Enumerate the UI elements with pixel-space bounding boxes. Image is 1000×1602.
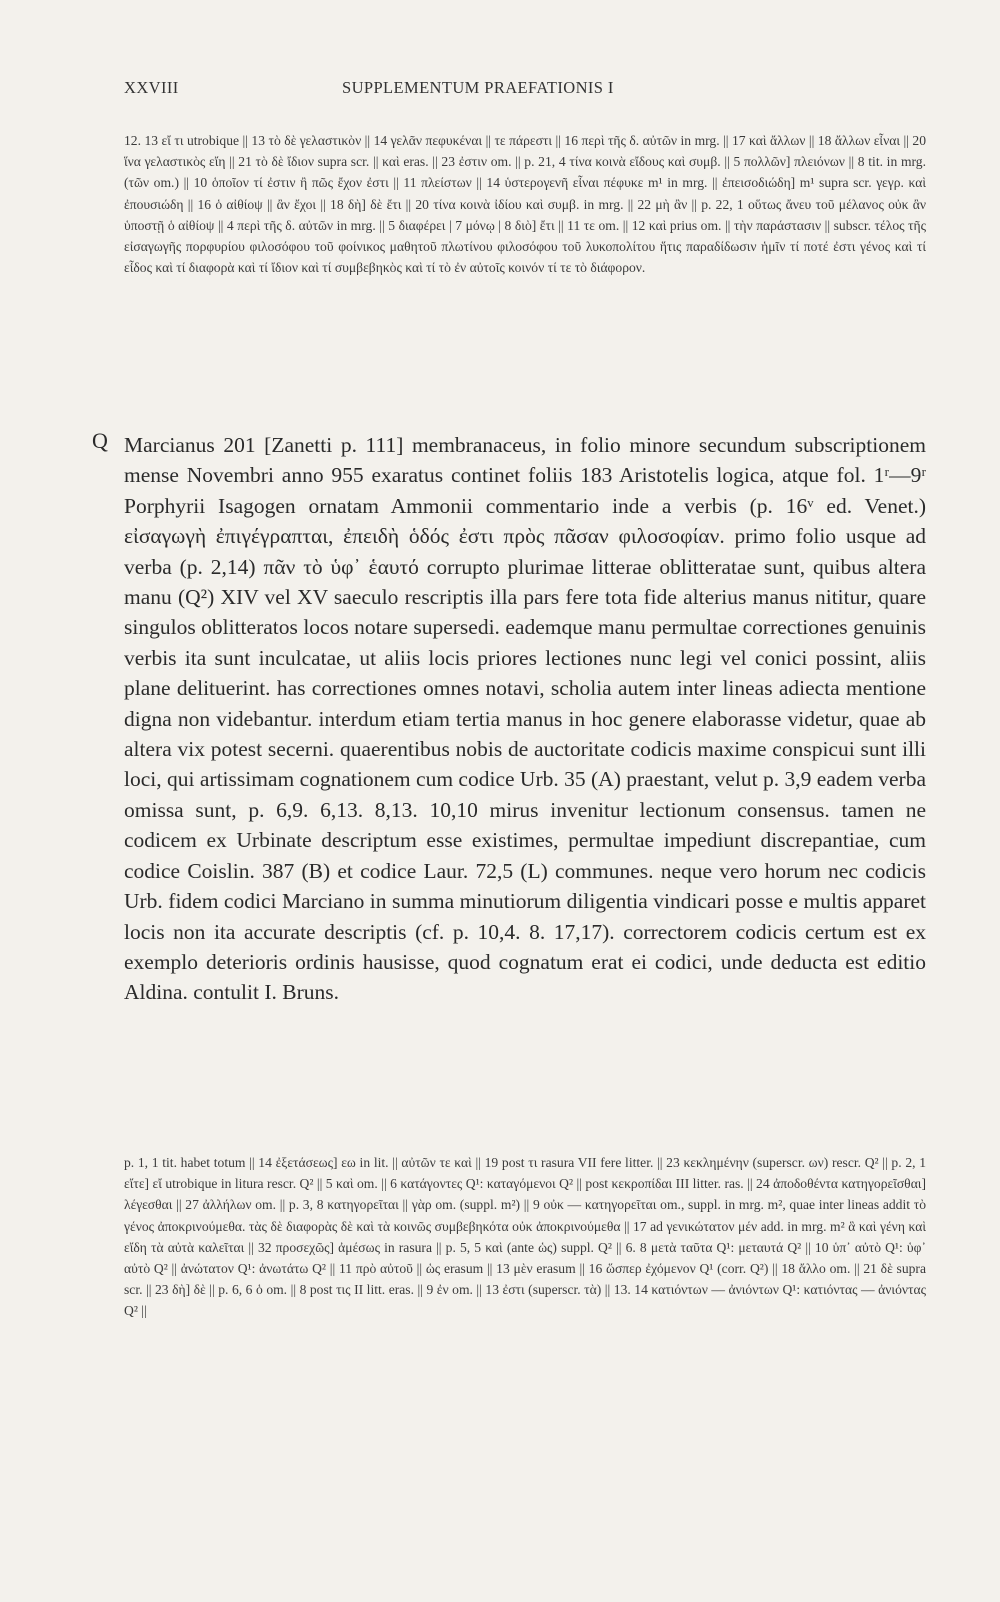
main-paragraph: Marcianus 201 [Zanetti p. 111] membranaceus, in folio minore secundum subscriptionem mense Novembri anno 955 exaratus continet foliis 183 Aristotelis logica, atque fol. 1ʳ—9ʳ Porphyrii Isagogen ornatam Ammonii commentario inde a verbis (p. 16ᵛ ed. Venet.) εἰσαγωγὴ ἐπιγέγραπται, ἐπειδὴ ὁδός ἐστι πρὸς πᾶσαν φιλοσοφίαν. primo folio usque ad verba (p. 2,14) πᾶν τὸ ὑφ᾽ ἑαυτό corrupto plurimae litterae oblitteratae sunt, quibus altera manu (Q²) XIV vel XV saeculo rescriptis illa pars fere tota fide alterius manus nititur, quare singulos oblitteratos locos notare supersedi. eademque manu permultae correctiones genuinis verbis ita sunt inculcatae, ut aliis locis priores lectiones nunc legi vel conici possint, aliis plane delituerint. has correctiones omnes notavi, scholia autem inter lineas adiecta mentione digna non videbantur. interdum etiam tertia manus in hoc genere elaborasse videtur, quae ab altera vix potest secerni. quaerentibus nobis de auctoritate codicis maxime conspicui sunt illi loci, qui artissimam cognationem cum codice Urb. 35 (A) praestant, velut p. 3,9 eadem verba omissa sunt, p. 6,9. 6,13. 8,13. 10,10 mirus invenitur lectionum consensus. tamen ne codicem ex Urbinate descriptum esse existimes, permultae impediunt discrepantiae, cum codice Coislin. 387 (B) et codice Laur. 72,5 (L) communes. neque vero horum nec codicis Urb. fidem codici Marciano in summa minutiorum diligentia vindicari posse e multis apparet locis non ita accurate descriptis (cf. p. 10,4. 8. 17,17). correctorem codicis certum est ex exemplo deterioris ordinis hausisse, quod cognatum erat ei codici, unde deducta est editio Aldina. contulit I. Bruns. (124, 433, 926, 1005)
manuscript-siglum: Q (92, 428, 108, 453)
apparatus-bottom (124, 1152, 926, 1322)
running-head: SUPPLEMENTUM PRAEFATIONIS I (342, 78, 614, 97)
page-number: XXVIII (124, 78, 179, 97)
apparatus-bottom-text: p. 1, 1 tit. habet totum || 14 ἐξετάσεως] εω in lit. || αὐτῶν τε καὶ || 19 post τι rasura VII fere litter. || 23 κεκλημένην (superscr. ων) rescr. Q² || p. 2, 1 εἴτε] εἴ utrobique in litura rescr. Q² || 5 καὶ om. || 6 κατάγοντες Q¹: καταγόμενοι Q² || post κεκροπίδαι III litter. ras. || 24 ἀποδοθέντα κατηγορεῖσθαι] λέγεσθαι || 27 ἀλλήλων om. || p. 3, 8 κατηγορεῖται || γὰρ om. (suppl. m²) || 9 οὐκ — κατηγορεῖται om., suppl. in mrg. m², quae inter lineas addit τὸ γένος ἀποκρινούμεθα. τὰς δὲ διαφορὰς δὲ καὶ τὰ κοινῶς συμβεβηκότα οὐκ ἀποκρινούμεθα || 17 ad γενικώτατον μέν add. in mrg. m² ἃ καὶ γένη καὶ εἴδη τὰ αὐτὰ καλεῖται || 32 προσεχῶς] ἀμέσως in rasura || p. 5, 5 καὶ (ante ὡς) suppl. Q² || 6. 8 μετὰ ταῦτα Q¹: μεταυτά Q² || 10 ὑπ᾽ αὐτὸ Q¹: ὑφ᾽ αὐτὸ Q² || ἀνώτατον Q¹: ἀνωτάτω Q² || 11 πρὸ αὐτοῦ || ὡς erasum || 13 μὲν erasum || 16 ὥσπερ ἐχόμενον Q¹ (corr. Q²) || 18 ἄλλο om. || 21 δὲ supra scr. || 23 δὴ] δὲ || p. 6, 6 ὁ om. || 8 post τις II litt. eras. || 9 ἐν om. || 13 ἐστι (superscr. τὰ) || 13. 14 κατιόντων — ἀνιόντων Q¹: κατιόντας — ἀνιόντας Q² || (124, 1155, 926, 1319)
main-text-block (124, 430, 926, 1008)
apparatus-top (124, 130, 926, 278)
page-header (124, 78, 926, 102)
apparatus-top-text: 12. 13 εἴ τι utrobique || 13 τὸ δὲ γελαστικὸν || 14 γελᾶν πεφυκέναι || τε πάρεστι || 16 περὶ τῆς δ. αὐτῶν in mrg. || 17 καὶ ἄλλων || 18 ἄλλων εἶναι || 20 ἵνα γελαστικὸς εἴη || 21 τὸ δὲ ἴδιον supra scr. || καὶ eras. || 23 ἐστιν om. || p. 21, 4 τίνα κοινὰ εἴδους καὶ συμβ. || 5 πολλῶν] πλειόνων || 8 tit. in mrg. (τῶν om.) || 10 ὁποῖον τί ἐστιν ἢ πῶς ἔχον ἐστι || 11 πλείστων || 14 ὑστερογενῆ εἶναι πέφυκε m¹ in mrg. || ἐπεισοδιώδη] m¹ supra scr. γεγρ. καὶ ἐπουσιώδη || 16 ὁ αἰθίοψ || ἂν ἔχοι || 18 δὴ] δὲ ἔτι || 20 τίνα κοινὰ ἰδίου καὶ συμβ. in mrg. || 22 μὴ ἂν || p. 22, 1 οὕτως ἄνευ τοῦ μέλανος οὐκ ἂν ὑποστῇ ὁ αἰθίοψ || 4 περὶ τῆς δ. αὐτῶν in mrg. || 5 διαφέρει | 7 μόνῳ | 8 διὸ] ἔτι || 11 τε om. || 12 καὶ prius om. || τὴν παράστασιν || subscr. τέλος τῆς εἰσαγωγῆς πορφυρίου φιλοσόφου τοῦ φοίνικος μαθητοῦ πλωτίνου φιλοσόφου τοῦ λυκοπολίτου ἥτις παραδίδωσιν ἡμῖν τί ποτέ ἐστι γένος καὶ τί εἶδος καὶ τί διαφορὰ καὶ τί ἴδιον καὶ τί συμβεβηκὸς καὶ τί τὸ ἐν αὐτοῖς κοινόν τί τε τὸ διάφορον. (124, 133, 926, 276)
